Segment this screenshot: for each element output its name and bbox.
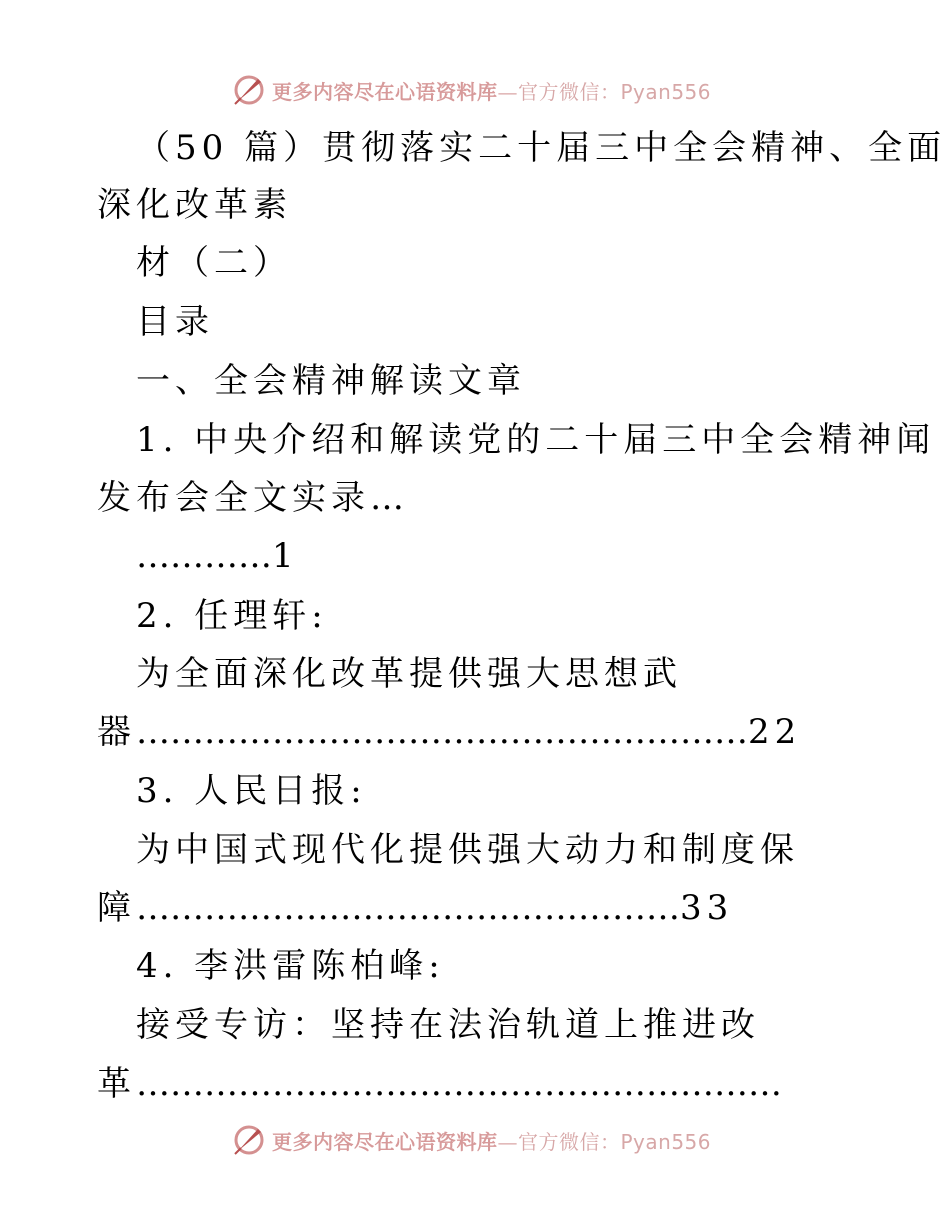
toc-entry-3-title: 为中国式现代化提供强大动力和制度保	[136, 830, 799, 870]
toc-entry-4-title: 接受专访：坚持在法治轨道上推进改	[136, 1005, 760, 1045]
watermark-dash: —	[497, 1129, 518, 1154]
toc-entry-1-page: …………1	[136, 536, 294, 576]
toc-entry-1-line-1	[136, 420, 935, 460]
toc-entry-2-leader-line	[97, 712, 801, 752]
watermark-text	[272, 76, 711, 105]
toc-heading: 目录	[136, 302, 214, 342]
toc-entry-2-dots: ………………………………………………	[136, 712, 748, 752]
toc-entry-2-line-1	[136, 596, 328, 636]
watermark-dash: —	[497, 79, 518, 104]
quill-seal-icon	[232, 1123, 266, 1157]
toc-entry-2-number: 2.	[136, 596, 179, 636]
watermark-wechat-id: Pyan556	[620, 1129, 712, 1154]
toc-entry-4-number: 4.	[136, 946, 179, 986]
toc-entry-1-number: 1.	[136, 420, 179, 460]
toc-entry-1-line-2: 发布会全文实录…	[97, 478, 409, 518]
toc-entry-3-leader-line	[97, 888, 733, 928]
watermark-wechat-id: Pyan556	[620, 79, 712, 104]
toc-entry-4-title-end: 革	[97, 1064, 136, 1104]
watermark-text	[272, 1126, 711, 1155]
toc-entry-4-author: 李洪雷陈柏峰:	[194, 946, 445, 986]
watermark-wechat-label: 官方微信：	[518, 79, 621, 104]
toc-entry-3-title-end: 障	[97, 888, 136, 928]
watermark-banner-bottom	[232, 1120, 711, 1160]
watermark-brand: 更多内容尽在心语资料库	[272, 79, 498, 104]
toc-entry-4-line-1	[136, 946, 445, 986]
doc-title-line-3: 材（二）	[136, 243, 292, 283]
toc-entry-3-author: 人民日报:	[194, 771, 367, 811]
toc-entry-3-dots: …………………………………………	[136, 888, 680, 928]
toc-entry-4-dots: …………………………………………………	[136, 1064, 782, 1104]
toc-entry-4-leader-line	[97, 1064, 782, 1104]
toc-entry-2-title-end: 器	[97, 712, 136, 752]
toc-entry-2-author: 任理轩:	[194, 596, 328, 636]
section-heading-1: 一、全会精神解读文章	[136, 361, 526, 401]
watermark-banner-top	[232, 70, 711, 110]
toc-entry-1-title: 中央介绍和解读党的二十届三中全会精神闻	[194, 420, 936, 460]
toc-entry-2-title: 为全面深化改革提供强大思想武	[136, 654, 682, 694]
toc-entry-3-number: 3.	[136, 771, 179, 811]
quill-seal-icon	[232, 73, 266, 107]
watermark-wechat-label: 官方微信：	[518, 1129, 621, 1154]
doc-title-line-2: 深化改革素	[97, 185, 292, 225]
toc-entry-3-line-1	[136, 771, 367, 811]
toc-entry-3-page: 33	[680, 888, 734, 928]
watermark-brand: 更多内容尽在心语资料库	[272, 1129, 498, 1154]
toc-entry-2-page: 22	[748, 712, 802, 752]
doc-title-line-1: （50 篇）贯彻落实二十届三中全会精神、全面	[136, 128, 947, 168]
